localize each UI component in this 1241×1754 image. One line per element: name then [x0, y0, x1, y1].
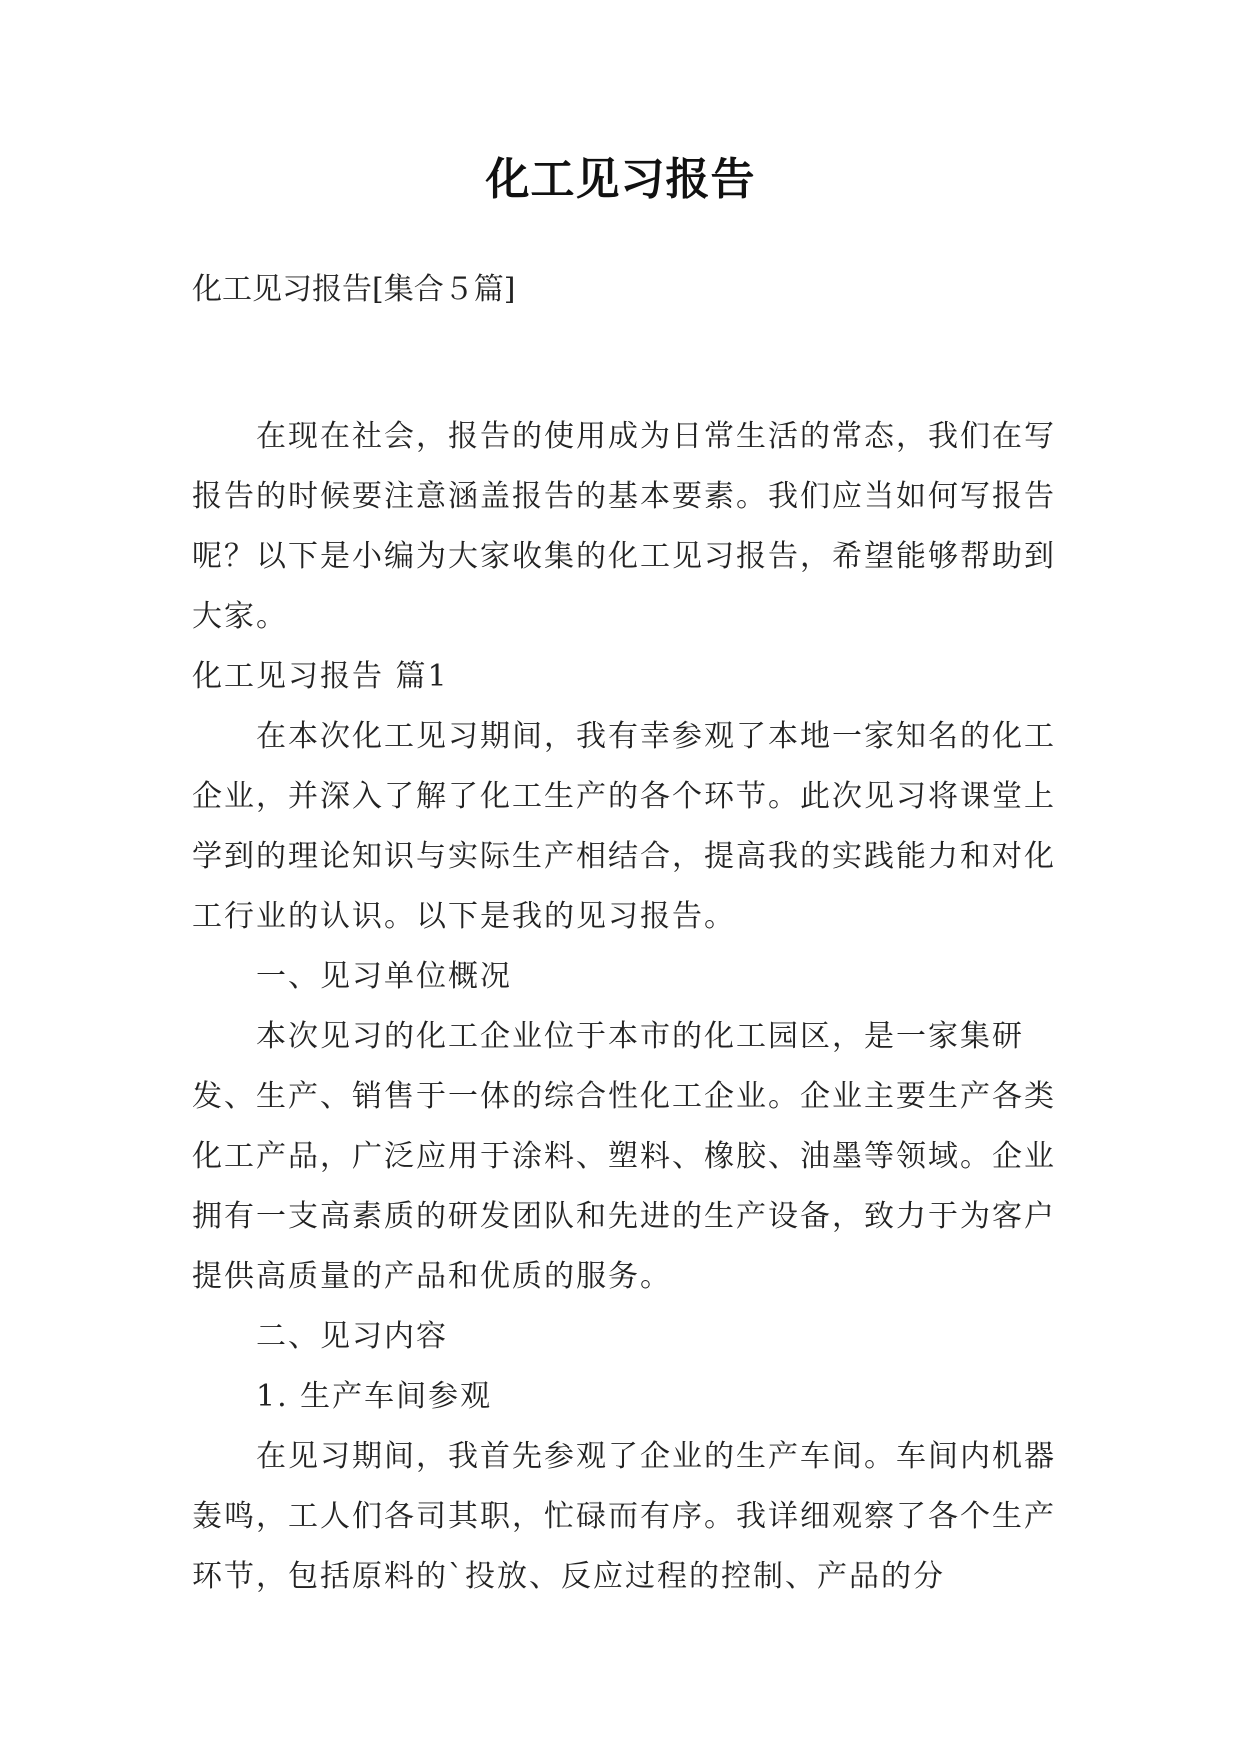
document-title: 化工见习报告	[485, 154, 756, 205]
document-body	[192, 407, 1056, 1607]
body-paragraph: 本次见习的化工企业位于本市的化工园区，是一家集研发、生产、销售于一体的综合性化工企业。企业主要生产各类化工产品，广泛应用于涂料、塑料、橡胶、油墨等领域。企业拥有一支高素质的研发团队和先进的生产设备，致力于为客户提供高质量的产品和优质的服务。	[192, 1019, 1056, 1294]
document-subtitle: 化工见习报告[集合５篇]	[192, 272, 516, 307]
intro-paragraph: 在现在社会，报告的使用成为日常生活的常态，我们在写报告的时候要注意涵盖报告的基本要素。我们应当如何写报告呢？以下是小编为大家收集的化工见习报告，希望能够帮助到大家。	[192, 419, 1056, 634]
section-heading-overview: 一、见习单位概况	[256, 959, 512, 994]
section-heading-part-1: 化工见习报告 篇1	[192, 659, 449, 694]
body-paragraph: 在本次化工见习期间，我有幸参观了本地一家知名的化工企业，并深入了解了化工生产的各个环节。此次见习将课堂上学到的理论知识与实际生产相结合，提高我的实践能力和对化工行业的认识。以下是我的见习报告。	[192, 719, 1056, 934]
subsection-heading-workshop-visit: 1. 生产车间参观	[256, 1379, 493, 1414]
body-paragraph: 在见习期间，我首先参观了企业的生产车间。车间内机器轰鸣，工人们各司其职，忙碌而有序。我详细观察了各个生产环节，包括原料的`投放、反应过程的控制、产品的分	[192, 1439, 1056, 1594]
section-heading-content: 二、见习内容	[256, 1319, 448, 1354]
